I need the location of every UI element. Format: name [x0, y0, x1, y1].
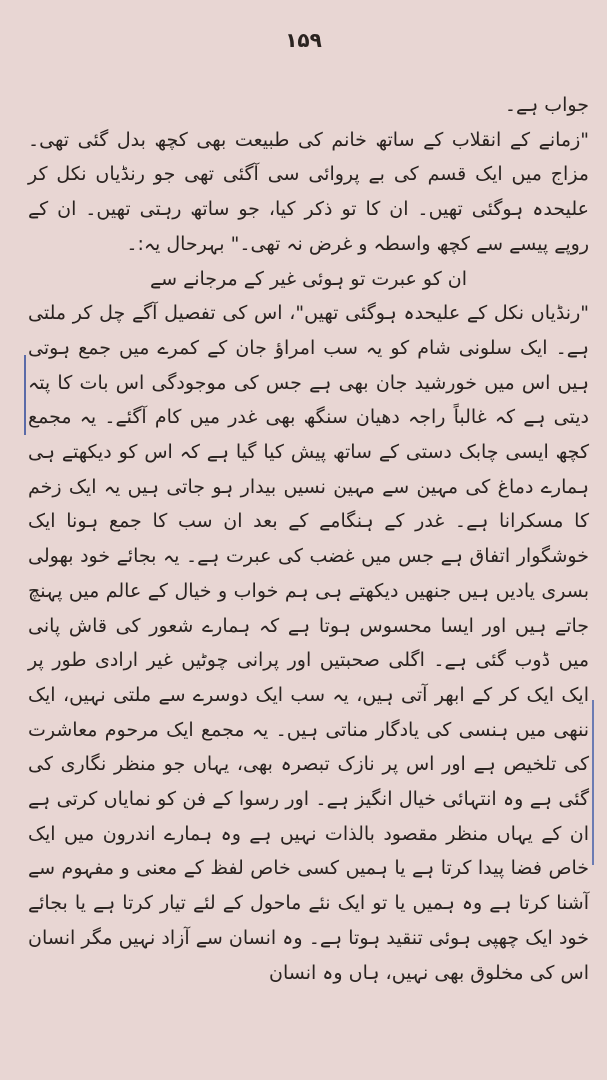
- margin-pencil-mark: [24, 355, 26, 435]
- paragraph-quote: "زمانے کے انقلاب کے ساتھ خانم کی طبیعت بھی کچھ بدل گئی تھی۔ مزاج میں ایک قسم کی بے پروائی سی آگئی تھی جو رنڈیاں نکل کر علیحدہ ہوگئی تھیں۔ ان کا تو ذکر کیا، جو ساتھ رہتی تھیں۔ ان کے روپے پیسے سے کچھ واسطہ و غرض نہ تھی۔" بہرحال یہ:۔: [28, 128, 589, 255]
- paragraph-answer: جواب ہے۔: [504, 94, 589, 116]
- verse-line: ان کو عبرت تو ہوئی غیر کے مرجانے سے: [149, 267, 468, 290]
- paragraph-main: "رنڈیاں نکل کے علیحدہ ہوگئی تھیں"، اس کی تفصیل آگے چل کر ملتی ہے۔ ایک سلونی شام کو یہ سب امراؤ جان کے کمرے میں جمع ہوتی ہیں اس میں خورشید جان بھی ہے جس کی موجودگی اس بات کا پتہ دیتی ہے کہ غالباً راجہ دھیان سنگھ بھی غدر میں کام آگئے۔ یہ مجمع کچھ ایسی چابک دستی کے ساتھ پیش کیا گیا ہے کہ اس کو دیکھتے ہی ہمارے دماغ کی مہین سے مہین نسیں بیدار ہو جاتی ہیں یہ ایک زخم کا مسکرانا ہے۔ غدر کے ہنگامے کے بعد ان سب کا جمع ہونا ایک خوشگوار اتفاق ہے جس میں غضب کی عبرت ہے۔ یہ بجائے خود بھولی بسری یادیں ہیں جنھیں دیکھتے ہی ہم خواب و خیال کے عالم میں پہنچ جاتے ہیں اور ایسا محسوس ہوتا ہے کہ ہمارے شعور کی قاش پانی میں ڈوب گئی ہے۔ اگلی صحبتیں اور پرانی چوٹیں غیر ارادی طور پر ایک ایک کر کے ابھر آتی ہیں، یہ سب ایک دوسرے سے ملتی نہیں، ایک ننھی میں ہنسی کی یادگار مناتی ہیں۔ یہ مجمع ایک مرحوم معاشرت کی تلخیص ہے اور اس پر نازک تبصرہ بھی، یہاں جو منظر نگاری کی گئی ہے وہ انتہائی خیال انگیز ہے۔ اور رسوا کے فن کو نمایاں کرتی ہے ان کے یہاں منظر مقصود بالذات نہیں ہے وہ ہمارے اندرون میں ایک خاص فضا پیدا کرتا ہے یا ہمیں کسی خاص لفظ کے معنی و مفہوم سے آشنا کرتا ہے وہ ہمیں یا تو ایک نئے ماحول کے لئے تیار کرتا ہے یا بجائے خود ایک چھپی ہوئی تنقید ہوتا ہے۔ وہ انسان سے آزاد نہیں مگر انسان اس کی مخلوق بھی نہیں، ہاں وہ انسان: [28, 302, 589, 984]
- page-body: [28, 88, 589, 990]
- margin-pencil-mark: [592, 700, 594, 865]
- page-number: ۱۵۹: [285, 28, 322, 52]
